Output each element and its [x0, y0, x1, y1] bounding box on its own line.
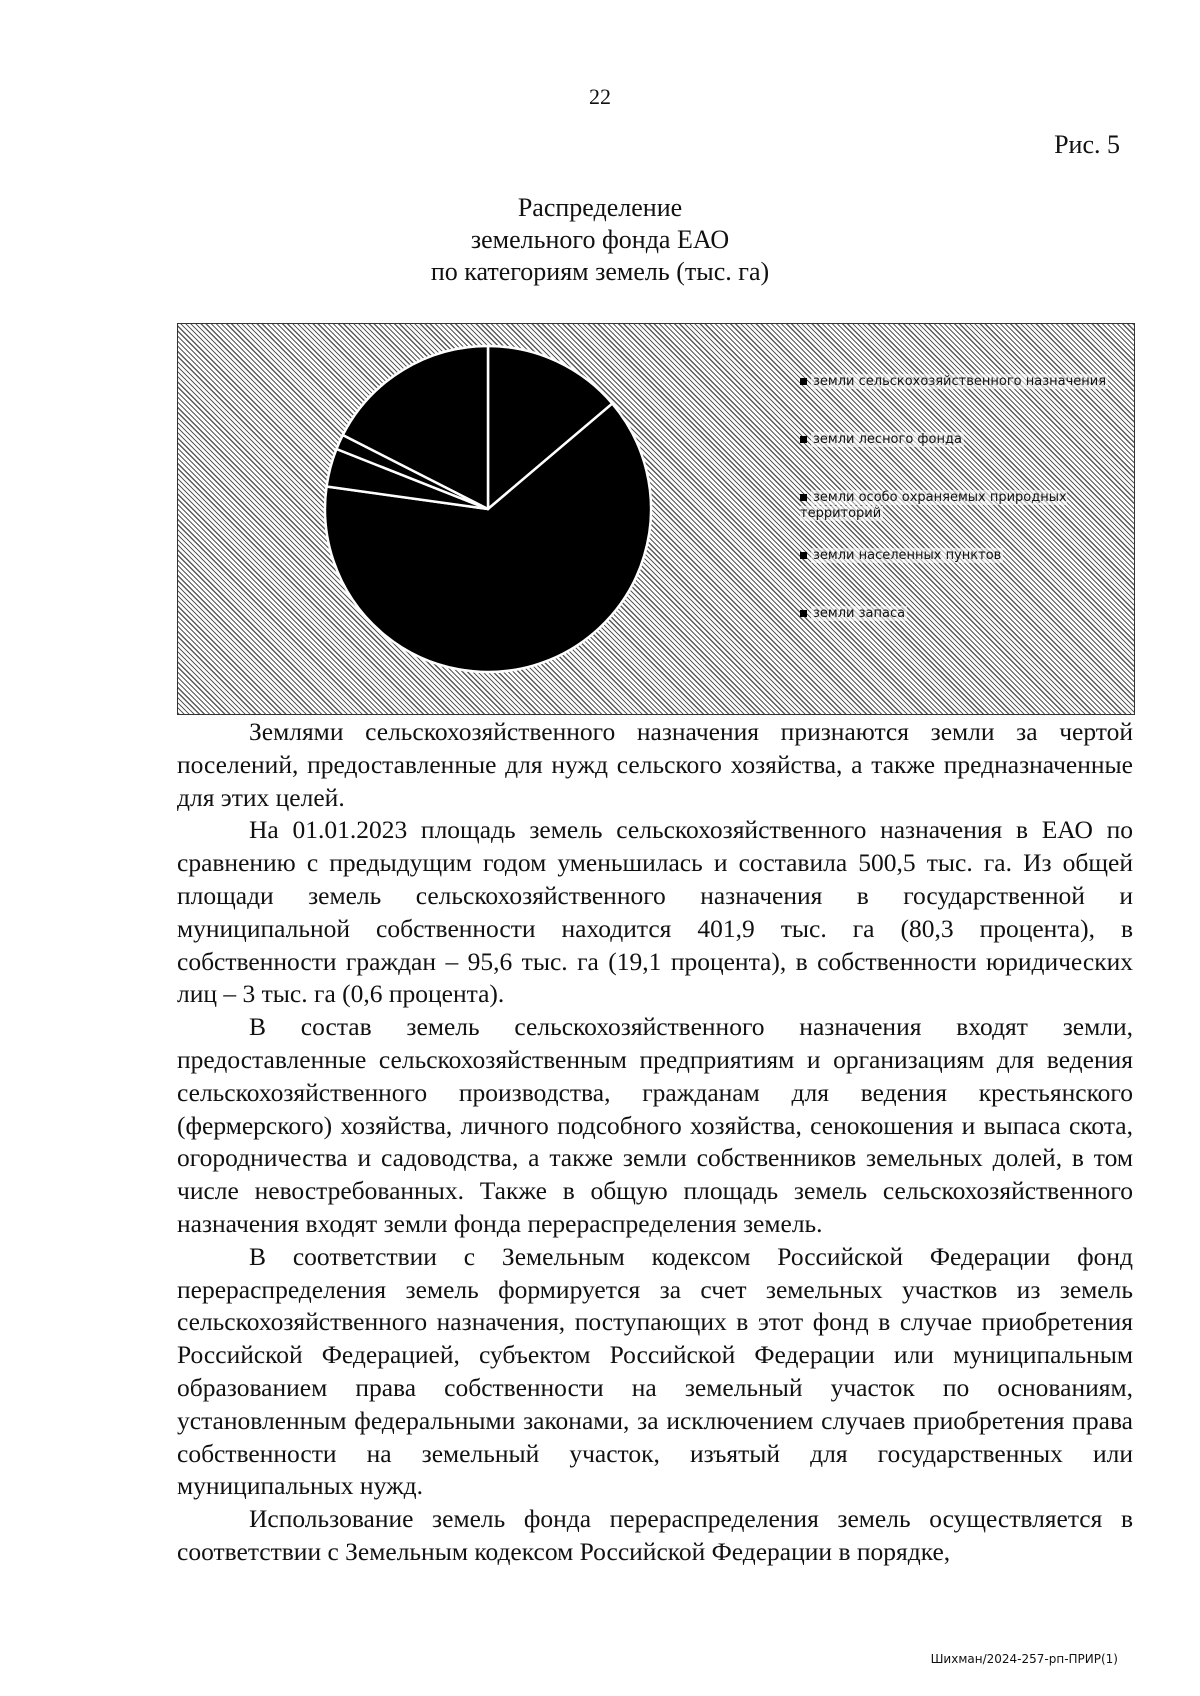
paragraph-4: В соответствии с Земельным кодексом Российской Федерации фонд перераспределения земель формируется за счет земельных участков из земель сельскохозяйственного назначения, поступающих в этот фонд в случае приобретения Российской Федерацией, субъектом Российской Федерации или муниципальным образованием права собственности на земельный участок по основаниям, установленным федеральными законами, за исключением случаев приобретения права собственности на земельный участок, изъятый для государственных или муниципальных нужд.	[177, 1241, 1133, 1501]
pie-chart-area	[177, 323, 1135, 715]
page-number: 22	[589, 84, 611, 109]
legend-marker	[800, 436, 807, 443]
title-line-1: Распределение	[517, 193, 683, 222]
legend-item-agricultural	[800, 374, 1108, 390]
paragraph-1: Землями сельскохозяйственного назначения признаются земли за чертой поселений, предоставленные для нужд сельского хозяйства, а также предназначенные для этих целей.	[177, 717, 1133, 812]
body-text	[177, 716, 1133, 1569]
figure-label: Рис. 5	[1054, 130, 1120, 159]
legend-marker	[800, 378, 807, 385]
legend-label: земли сельскохозяйственного назначения	[813, 374, 1107, 389]
legend-marker	[800, 610, 807, 617]
title-line-2: земельного фонда ЕАО	[470, 225, 730, 254]
legend-item-protected	[800, 490, 1120, 522]
legend-marker	[800, 552, 807, 559]
figure-title	[0, 192, 1200, 288]
legend-item-reserve	[800, 606, 907, 622]
legend-item-settlements	[800, 548, 1003, 564]
paragraph-5: Использование земель фонда перераспределения земель осуществляется в соответствии с Земельным кодексом Российской Федерации в порядке,	[177, 1504, 1133, 1566]
legend-label: земли населенных пунктов	[813, 548, 1002, 563]
legend-label: земли лесного фонда	[813, 432, 962, 447]
paragraph-2: На 01.01.2023 площадь земель сельскохозяйственного назначения в ЕАО по сравнению с предыдущим годом уменьшилась и составила 500,5 тыс. га. Из общей площади земель сельскохозяйственного назначения в государственной и муниципальной собственности находится 401,9 тыс. га (80,3 процента), в собственности граждан – 95,6 тыс. га (19,1 процента), в собственности юридических лиц – 3 тыс. га (0,6 процента).	[177, 815, 1133, 1009]
paragraph-3: В состав земель сельскохозяйственного назначения входят земли, предоставленные сельскохозяйственным предприятиям и организациям для ведения сельскохозяйственного производства, гражданам для ведения крестьянского (фермерского) хозяйства, личного подсобного хозяйства, сенокошения и выпаса скота, огородничества и садоводства, а также земли собственников земельных долей, в том числе невостребованных. Также в общую площадь земель сельскохозяйственного назначения входят земли фонда перераспределения земель.	[177, 1012, 1133, 1238]
legend-label: земли запаса	[813, 606, 906, 621]
footer-code: Шихман/2024-257-рп-ПРИР(1)	[930, 1652, 1118, 1666]
title-line-3: по категориям земель (тыс. га)	[430, 257, 770, 286]
legend-label: земли особо охраняемых природных территорий	[800, 490, 1067, 521]
legend-marker	[800, 494, 807, 501]
legend-item-forest	[800, 432, 964, 448]
